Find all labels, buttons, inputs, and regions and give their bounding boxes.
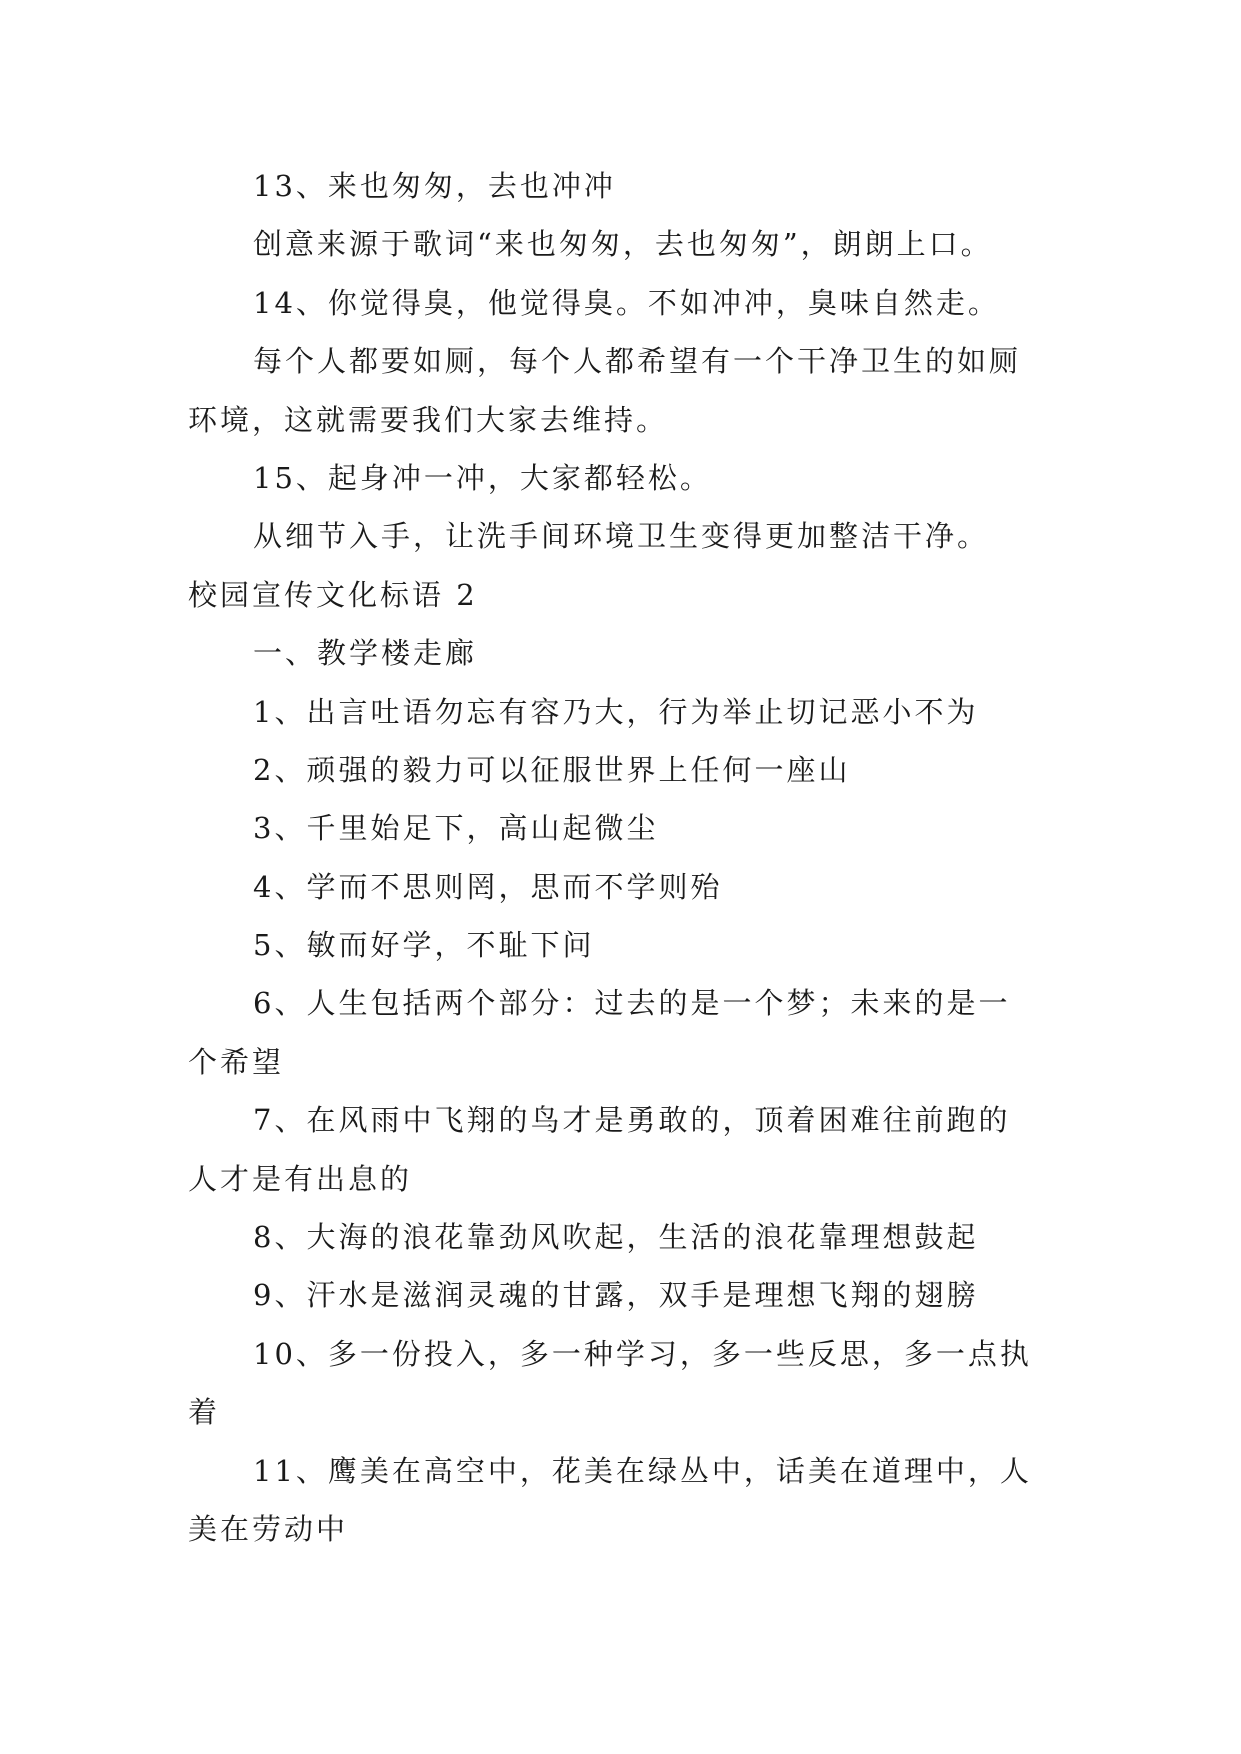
text-line: 15、起身冲一冲，大家都轻松。 — [253, 460, 712, 495]
section-heading: 校园宣传文化标语 2 — [188, 577, 478, 612]
text-line: 2、顽强的毅力可以征服世界上任何一座山 — [253, 752, 851, 787]
text-line: 10、多一份投入，多一种学习，多一些反思，多一点执 — [253, 1336, 1032, 1371]
text-line: 人才是有出息的 — [188, 1161, 413, 1196]
text-line: 11、鹰美在高空中，花美在绿丛中，话美在道理中，人 — [253, 1453, 1032, 1488]
text-line: 每个人都要如厕，每个人都希望有一个干净卫生的如厕 — [253, 344, 1022, 379]
text-line: 5、敏而好学，不耻下问 — [253, 928, 595, 963]
text-line: 1、出言吐语勿忘有容乃大，行为举止切记恶小不为 — [253, 694, 979, 729]
text-line: 8、大海的浪花靠劲风吹起，生活的浪花靠理想鼓起 — [253, 1220, 979, 1255]
text-line: 3、千里始足下，高山起微尘 — [253, 811, 659, 846]
text-line: 9、汗水是滋润灵魂的甘露，双手是理想飞翔的翅膀 — [253, 1278, 979, 1313]
text-line: 创意来源于歌词“来也匆匆，去也匆匆”，朗朗上口。 — [253, 227, 993, 262]
text-line: 着 — [188, 1395, 221, 1430]
text-line: 6、人生包括两个部分：过去的是一个梦；未来的是一 — [253, 986, 1011, 1021]
document-body — [188, 157, 1048, 1558]
text-line: 从细节入手，让洗手间环境卫生变得更加整洁干净。 — [253, 519, 990, 554]
text-line: 13、来也匆匆，去也冲冲 — [253, 169, 616, 203]
text-line: 4、学而不思则罔，思而不学则殆 — [253, 869, 723, 904]
text-line: 14、你觉得臭，他觉得臭。不如冲冲，臭味自然走。 — [253, 285, 1000, 320]
text-line: 环境，这就需要我们大家去维持。 — [188, 402, 669, 437]
text-line: 个希望 — [188, 1044, 285, 1079]
text-line: 7、在风雨中飞翔的鸟才是勇敢的，顶着困难往前跑的 — [253, 1103, 1011, 1138]
subsection-heading: 一、教学楼走廊 — [253, 636, 478, 671]
text-line: 美在劳动中 — [188, 1511, 349, 1546]
